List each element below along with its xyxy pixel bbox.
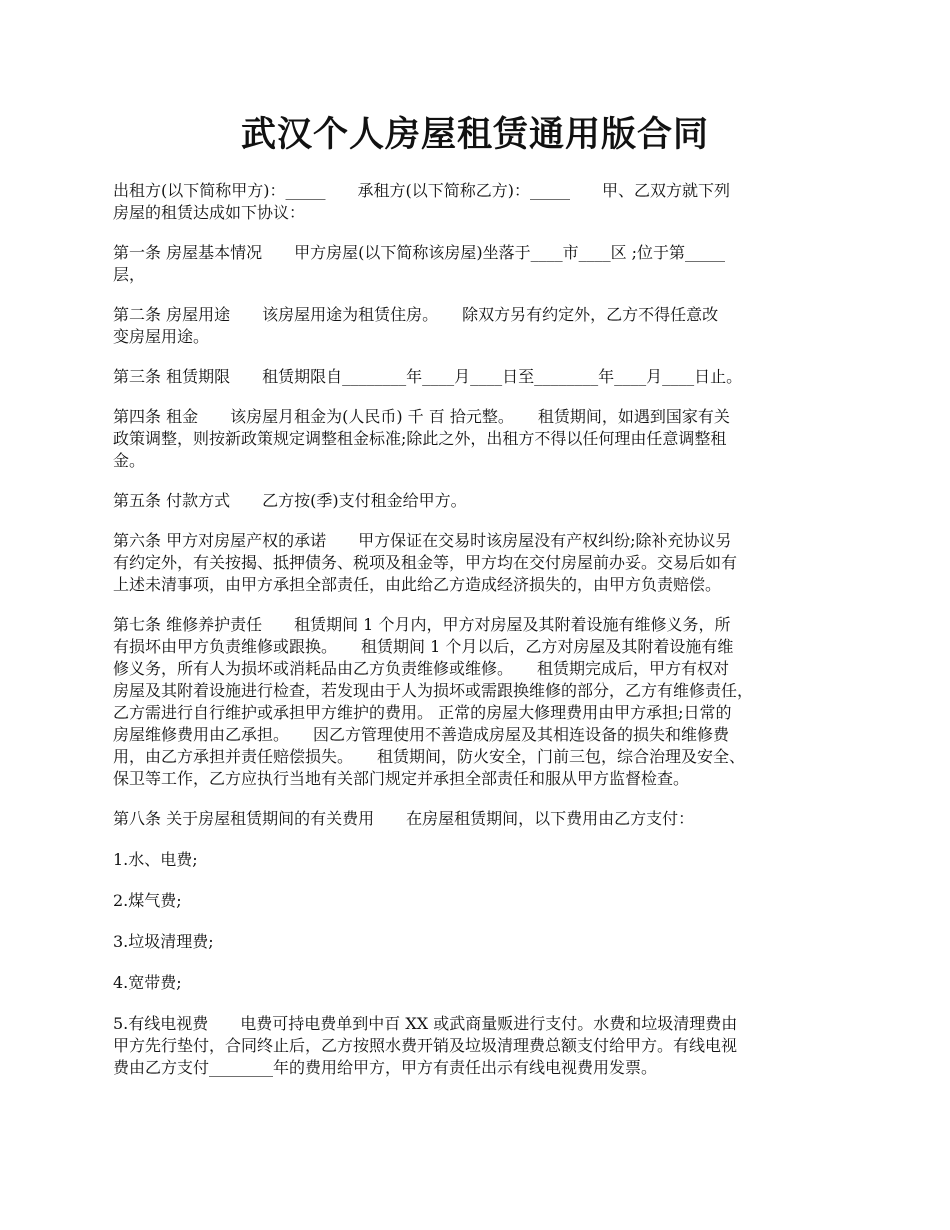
text-line: 第三条 租赁期限 租赁期限自________年____月____日至________年____月____日止。	[113, 367, 743, 386]
paragraph-article-5	[113, 490, 855, 512]
text-line: 房屋维修费用由乙承担。 因乙方管理使用不善造成房屋及其相连设备的损失和维修费	[113, 725, 730, 744]
text-line: 甲方先行垫付，合同终止后，乙方按照水费开销及垃圾清理费总额支付给甲方。有线电视	[113, 1036, 738, 1055]
text-line: 乙方需进行自行维护或承担甲方维护的费用。 正常的房屋大修理费用由甲方承担;日常的	[113, 703, 732, 722]
list-item	[113, 931, 855, 953]
text-line: 用，由乙方承担并责任赔偿损失。 租赁期间，防火安全，门前三包，综合治理及安全、	[113, 747, 746, 766]
text-line: 第五条 付款方式 乙方按(季)支付租金给甲方。	[113, 491, 467, 510]
document-title: 武汉个人房屋租赁通用版合同	[240, 114, 709, 155]
list-item	[113, 972, 855, 994]
text-line: 第七条 维修养护责任 租赁期间 1 个月内，甲方对房屋及其附着设施有维修义务，所	[113, 615, 731, 634]
text-line: 3.垃圾清理费;	[113, 932, 214, 951]
text-line: 层，	[113, 265, 146, 284]
paragraph-article-8	[113, 808, 855, 830]
text-line: 房屋的租赁达成如下协议：	[113, 203, 306, 222]
text-line: 第六条 甲方对房屋产权的承诺 甲方保证在交易时该房屋没有产权纠纷;除补充协议另	[113, 531, 732, 550]
text-line: 金。	[113, 451, 146, 470]
text-line: 变房屋用途。	[113, 327, 210, 346]
paragraph-article-6	[113, 530, 855, 596]
paragraph-article-7	[113, 614, 855, 790]
list-item	[113, 849, 855, 871]
text-line: 出租方(以下简称甲方)：_____ 承租方(以下简称乙方)：_____ 甲、乙双方就下列	[113, 181, 730, 200]
text-line: 有约定外，有关按揭、抵押债务、税项及租金等，甲方均在交付房屋前办妥。交易后如有	[113, 553, 738, 572]
text-line: 1.水、电费;	[113, 850, 198, 869]
text-line: 2.煤气费;	[113, 891, 182, 910]
text-line: 房屋及其附着设施进行检查，若发现由于人为损坏或需跟换维修的部分，乙方有维修责任，	[113, 681, 754, 700]
paragraph-article-1	[113, 242, 855, 286]
paragraph-article-2	[113, 304, 855, 348]
text-line: 保卫等工作，乙方应执行当地有关部门规定并承担全部责任和服从甲方监督检查。	[113, 769, 690, 788]
list-item	[113, 1013, 855, 1079]
text-line: 费由乙方支付________年的费用给甲方，甲方有责任出示有线电视费用发票。	[113, 1058, 658, 1077]
text-line: 第八条 关于房屋租赁期间的有关费用 在房屋租赁期间，以下费用由乙方支付：	[113, 809, 695, 828]
paragraph-article-3	[113, 366, 855, 388]
text-line: 修义务，所有人为损坏或消耗品由乙方负责维修或维修。 租赁期完成后，甲方有权对	[113, 659, 730, 678]
paragraph-article-4	[113, 406, 855, 472]
paragraph-parties	[113, 180, 855, 224]
text-line: 第四条 租金 该房屋月租金为(人民币) 千 百 拾元整。 租赁期间，如遇到国家有关	[113, 407, 730, 426]
text-line: 第一条 房屋基本情况 甲方房屋(以下简称该房屋)坐落于____市____区 ;位于第_____	[113, 243, 726, 262]
text-line: 有损坏由甲方负责维修或跟换。 租赁期间 1 个月以后，乙方对房屋及其附着设施有维	[113, 637, 734, 656]
text-line: 5.有线电视费 电费可持电费单到中百 XX 或武商量贩进行支付。水费和垃圾清理费由	[113, 1014, 738, 1033]
list-item	[113, 890, 855, 912]
text-line: 第二条 房屋用途 该房屋用途为租赁住房。 除双方另有约定外，乙方不得任意改	[113, 305, 719, 324]
text-line: 4.宽带费;	[113, 973, 182, 992]
document-body	[113, 180, 855, 1097]
text-line: 政策调整，则按新政策规定调整租金标准;除此之外，出租方不得以任何理由任意调整租	[113, 429, 727, 448]
text-line: 上述未清事项，由甲方承担全部责任，由此给乙方造成经济损失的，由甲方负责赔偿。	[113, 575, 722, 594]
